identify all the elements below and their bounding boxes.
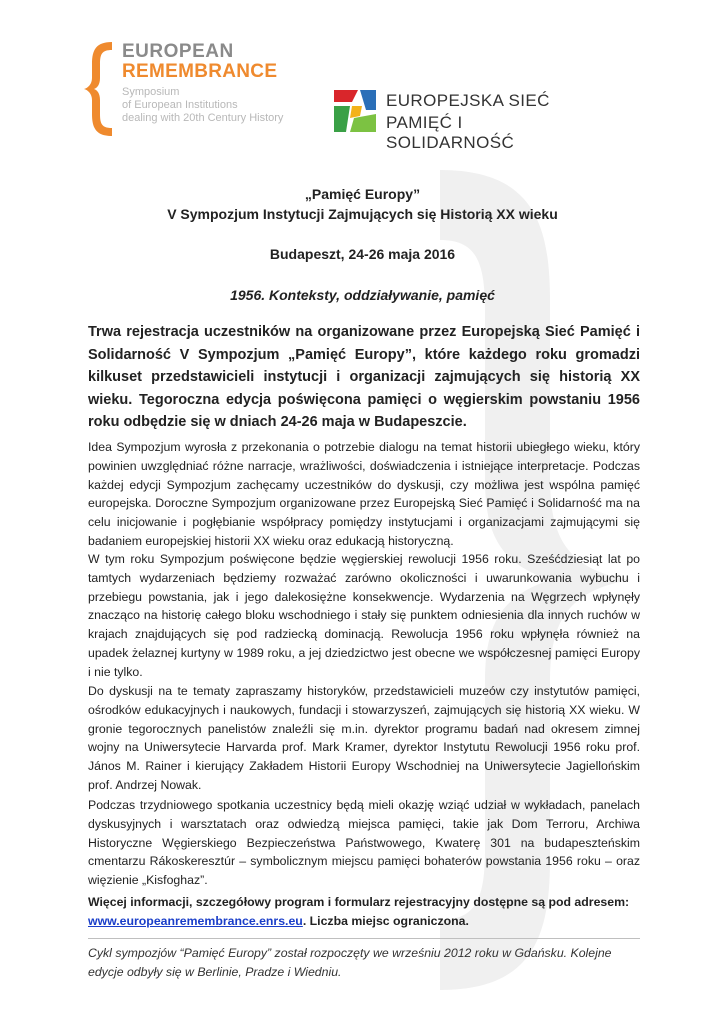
er-subtitle-line1: Symposium — [122, 86, 180, 98]
orange-brace-icon — [82, 40, 118, 138]
heading-title: „Pamięć Europy” — [304, 186, 421, 202]
website-link[interactable]: www.europeanremembrance.enrs.eu — [88, 913, 303, 928]
er-subtitle-line2: of European Institutions — [122, 99, 238, 111]
heading-theme: 1956. Konteksty, oddziaływanie, pamięć — [230, 287, 495, 303]
lead-paragraph: Trwa rejestracja uczestników na organizowane przez Europejską Sieć Pamięć i Solidarność V Sympozjum „Pamięć Europy”, które każdego roku gromadzi kilkuset przedstawicieli instytucji i organizacji zajmujących się historią XX wieku. Tegoroczna edycja poświęcona pamięci o węgierskim powstaniu 1956 roku odbędzie się w dniach 24-26 maja w Budapeszcie. — [88, 324, 640, 430]
heading-subtitle: V Sympozjum Instytucji Zajmujących się Historią XX wieku — [167, 206, 558, 222]
more-info — [88, 893, 648, 931]
body-paragraph-2: W tym roku Sympozjum poświęcone będzie węgierskiej rewolucji 1956 roku. Sześćdziesiąt lat po tamtych wydarzeniach będziemy rozważać zarówno okoliczności i uwarunkowania wybuchu i przebiegu powstania, jak i jego dalekosiężne konsekwencje. Wydarzenia na Węgrzech wpłynęły znacząco na historię całego bloku wschodniego i stały się punktem odniesienia dla innych ruchów w krajach znajdujących się pod radziecką dominacją. Rewolucja 1956 roku wpłynęła również na upadek żelaznej kurtyny w 1989 roku, a jej dziedzictwo jest obecne we współczesnej pamięci Europy i nie tylko. — [88, 552, 640, 679]
body-paragraph-3: Do dyskusji na te tematy zapraszamy historyków, przedstawicieli muzeów czy instytutów pamięci, ośrodków edukacyjnych i naukowych, fundacji i stowarzyszeń, zajmujących się historią XX wieku. W gronie tegorocznych panelistów znaleźli się m.in. dyrektor programu badań nad okresem zimnej wojny na Uniwersytecie Harvarda prof. Mark Kramer, dyrektor Instytutu Rewolucji 1956 roku prof. János M. Rainer i kierujący Zakładem Historii Europy Wschodniej na Uniwersytecie Jagiellońskim prof. Andrzej Nowak. — [88, 684, 640, 792]
european-remembrance-logo — [82, 40, 322, 140]
footer-divider — [88, 938, 640, 939]
more-info-text: Więcej informacji, szczegółowy program i formularz rejestracyjny dostępne są pod adresem: — [88, 895, 630, 909]
heading-place-date: Budapeszt, 24-26 maja 2016 — [269, 246, 456, 262]
enrs-title-line1: EUROPEJSKA SIEĆ — [386, 91, 550, 110]
footer-note: Cykl sympozjów “Pamięć Europy” został rozpoczęty we wrześniu 2012 roku w Gdańsku. Kolejne edycje odbyły się w Berlinie, Pradze i Wiedniu. — [88, 946, 612, 979]
er-title-line1: EUROPEAN — [122, 41, 234, 62]
body-paragraph-4: Podczas trzydniowego spotkania uczestnicy będą mieli okazję wziąć udział w wykładach, panelach dyskusyjnych i warsztatach oraz odwiedzą miejsca pamięci, takie jak Dom Terroru, Archiwa Historyczne Węgierskiego Bezpieczeństwa Państwowego, Kwaterę 301 na budapeszteńskim cmentarzu Rákoskeresztúr – symbolicznym miejscu pamięci bohaterów powstania 1956 roku – oraz więzienie „Kisfoghaz”. — [88, 798, 640, 888]
enrs-mark-icon — [332, 88, 378, 134]
body-paragraph-1: Idea Sympozjum wyrosła z przekonania o potrzebie dialogu na temat historii ubiegłego wieku, który powinien uwzględniać różne narracje, wrażliwości, doświadczenia i istniejące interpretacje. Podczas każdej edycji Sympozjum zachęcamy uczestników do dyskusji, czy możliwa jest wspólna pamięć europejska. Doroczne Sympozjum organizowane przez Europejską Sieć Pamięć i Solidarność ma na celu inicjowanie i pogłębianie współpracy pomiędzy instytucjami i organizacjami zajmującymi się badaniem europejskiej historii XX wieku oraz edukacją historyczną. — [88, 440, 640, 548]
enrs-logo — [332, 88, 572, 152]
more-info-limit: . Liczba miejsc ograniczona. — [302, 913, 469, 928]
enrs-title-line2: PAMIĘĆ I SOLIDARNOŚĆ — [386, 113, 515, 152]
er-title-line2: REMEMBRANCE — [122, 61, 278, 82]
er-subtitle-line3: dealing with 20th Century History — [122, 112, 284, 124]
